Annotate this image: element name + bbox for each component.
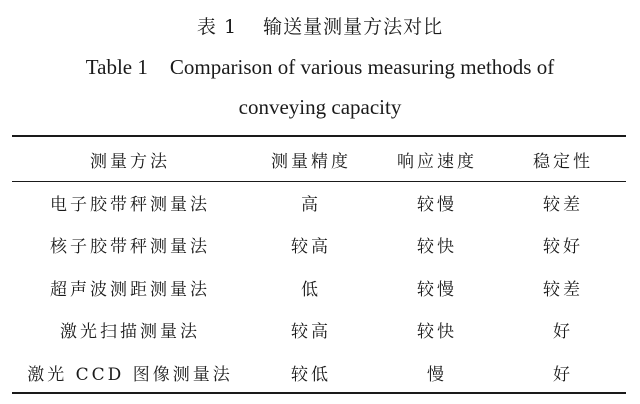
table-caption-english-line1	[0, 55, 640, 80]
cell-method: 核子胶带秤测量法	[50, 237, 210, 258]
column-header-stability: 稳定性	[533, 151, 593, 172]
cell-method: 超声波测距测量法	[50, 279, 210, 300]
column-header-method: 测量方法	[90, 151, 170, 172]
cell-response-speed: 较快	[417, 237, 457, 258]
cell-stability: 较好	[543, 237, 583, 258]
table-caption-chinese	[0, 12, 640, 39]
table-title-chinese: 输送量测量方法对比	[263, 16, 444, 38]
cell-stability: 好	[553, 364, 573, 385]
table-row	[12, 351, 626, 394]
comparison-table	[12, 137, 626, 394]
column-header-accuracy: 测量精度	[271, 151, 351, 172]
column-header-response-speed: 响应速度	[397, 151, 477, 172]
cell-accuracy: 低	[301, 279, 321, 300]
cell-accuracy: 较高	[291, 237, 331, 258]
table-number-chinese: 表 1	[196, 16, 238, 38]
cell-accuracy: 较低	[291, 364, 331, 385]
cell-method: 激光扫描测量法	[60, 322, 200, 343]
cell-response-speed: 较慢	[417, 194, 457, 215]
cell-response-speed: 较慢	[417, 279, 457, 300]
cell-method: 激光 CCD 图像测量法	[27, 364, 233, 385]
table-row	[12, 266, 626, 309]
cell-accuracy: 高	[301, 194, 321, 215]
table-row	[12, 224, 626, 267]
table-title-english-part1: Comparison of various measuring methods of	[169, 55, 555, 79]
cell-accuracy: 较高	[291, 322, 331, 343]
cell-response-speed: 慢	[427, 364, 447, 385]
cell-stability: 较差	[543, 279, 583, 300]
table-number-english: Table 1	[85, 55, 148, 79]
table-title-english-part2: conveying capacity	[238, 95, 402, 119]
cell-stability: 好	[553, 322, 573, 343]
table-row	[12, 181, 626, 224]
cell-response-speed: 较快	[417, 322, 457, 343]
cell-stability: 较差	[543, 194, 583, 215]
table-row	[12, 309, 626, 352]
table-header-row	[12, 137, 626, 181]
cell-method: 电子胶带秤测量法	[50, 194, 210, 215]
